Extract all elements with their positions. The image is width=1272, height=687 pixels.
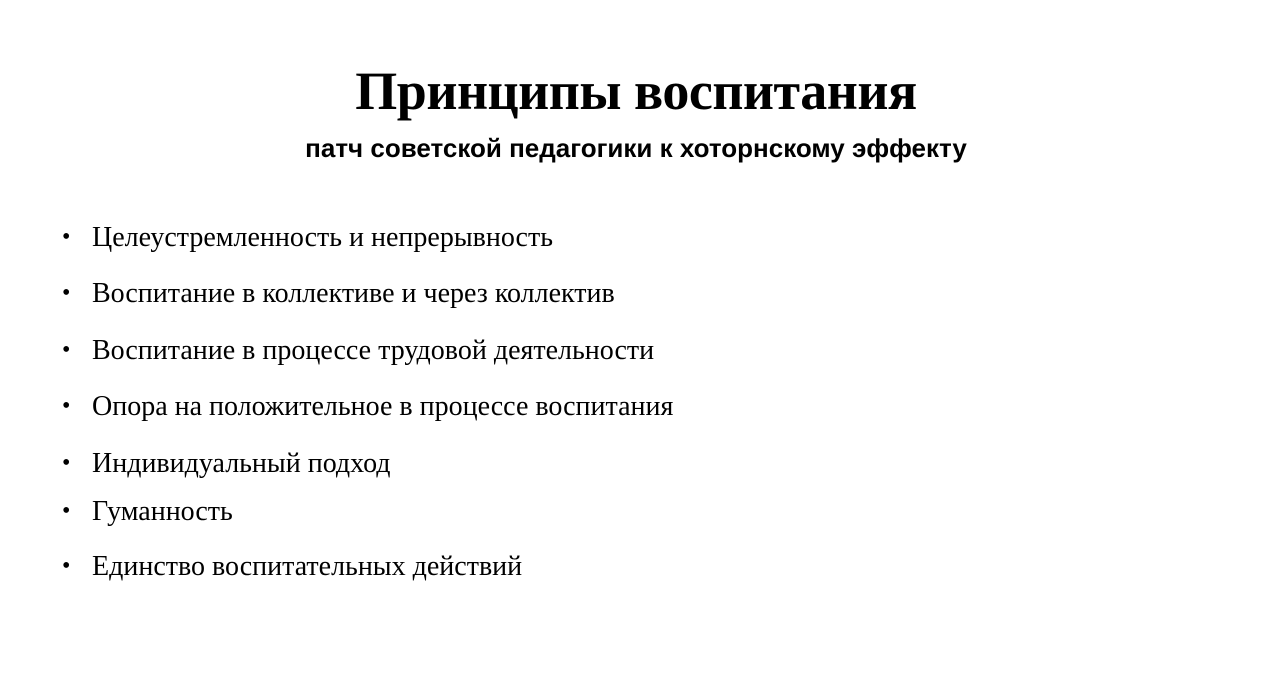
bullet-item — [62, 333, 654, 369]
bullet-icon: • — [62, 498, 71, 524]
bullet-icon: • — [62, 393, 71, 419]
slide-title: Принципы воспитания — [355, 61, 917, 121]
bullet-item — [62, 276, 615, 312]
bullet-text: Опора на положительное в процессе воспитания — [92, 391, 674, 422]
bullet-text: Единство воспитательных действий — [92, 551, 523, 582]
bullet-icon: • — [62, 224, 71, 250]
bullet-text: Воспитание в коллективе и через коллектив — [92, 278, 615, 309]
bullet-text: Целеустремленность и непрерывность — [92, 222, 553, 253]
slide-subtitle: патч советской педагогики к хоторнскому эффекту — [305, 133, 967, 163]
bullet-text: Воспитание в процессе трудовой деятельности — [92, 335, 655, 366]
bullet-item — [62, 220, 553, 256]
bullet-text: Гуманность — [92, 496, 233, 527]
bullet-text: Индивидуальный подход — [92, 448, 391, 479]
bullet-item — [62, 389, 673, 425]
bullet-icon: • — [62, 280, 71, 306]
bullet-icon: • — [62, 337, 71, 363]
bullet-item — [62, 494, 233, 530]
bullet-item — [62, 549, 522, 585]
bullet-icon: • — [62, 450, 71, 476]
bullet-item — [62, 446, 391, 482]
bullet-icon: • — [62, 553, 71, 579]
